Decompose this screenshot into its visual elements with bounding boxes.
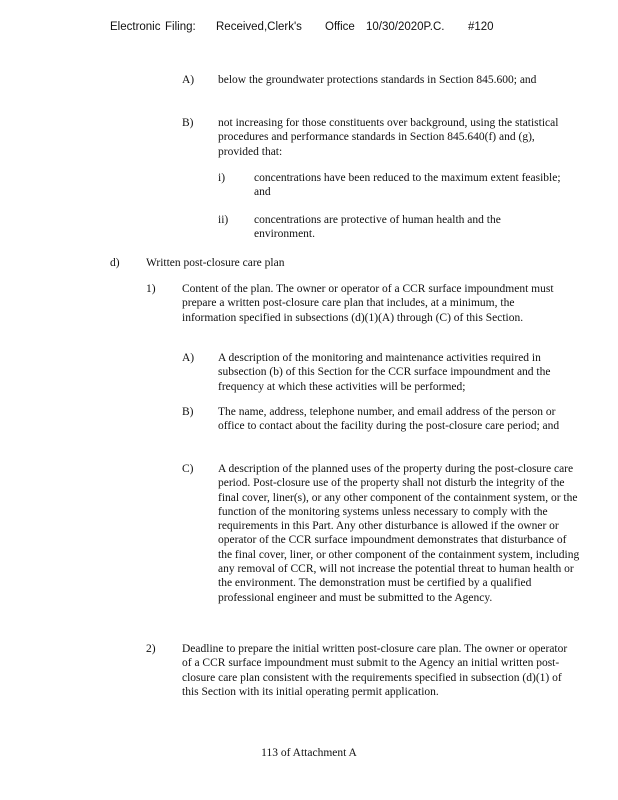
page-footer: 113 of Attachment A	[261, 747, 357, 759]
item-text: Content of the plan. The owner or operator of a CCR surface impoundment must prepare a written post-closure care plan that includes, at a minimum, the information specified in subsections (d)(1)(A) through (C) of this Section.	[182, 283, 554, 324]
item-label: A)	[182, 74, 195, 86]
item-text: concentrations are protective of human health and the environment.	[254, 214, 501, 241]
header-received: Received,Clerk's	[216, 21, 302, 33]
item-label: B)	[182, 117, 194, 129]
item-label: 2)	[146, 643, 156, 655]
item-label: 1)	[146, 283, 156, 295]
item-label: d)	[110, 257, 120, 269]
item-text: The name, address, telephone number, and email address of the person or office to contact about the facility during the post-closure care period; and	[218, 406, 560, 433]
item-label: A)	[182, 352, 195, 364]
item-text: concentrations have been reduced to the maximum extent feasible; and	[254, 172, 561, 199]
header-office: Office	[325, 21, 355, 33]
item-text: Deadline to prepare the initial written post-closure care plan. The owner or operator of a CCR surface impoundment must submit to the Agency an initial written post-closure care plan consistent with the requirements specified in subsection (d)(1) of this Section with its initial operating permit application.	[182, 643, 568, 698]
item-text: A description of the planned uses of the property during the post-closure care period. Post-closure use of the property shall not disturb the integrity of the final cover, liner(s), or any other component of the containment system, or the function of the monitoring systems unless necessary to comply with the requirements in this Part. Any other disturbance is allowed if the owner or operator of the CCR surface impoundment demonstrates that disturbance of the final cover, liner, or other component of the containment system, including any removal of CCR, will not increase the potential threat to human health or the environment. The demonstration must be certified by a qualified professional engineer and must be submitted to the Agency.	[218, 463, 580, 604]
item-label: i)	[218, 172, 226, 184]
item-label: B)	[182, 406, 194, 418]
item-text: not increasing for those constituents over background, using the statistical procedures and performance standards in Section 845.640(f) and (g), provided that:	[218, 117, 559, 158]
section-heading: Written post-closure care plan	[146, 257, 285, 269]
item-text: A description of the monitoring and maintenance activities required in subsection (b) of this Section for the CCR surface impoundment and the frequency at which these activities will be performed;	[218, 352, 551, 393]
item-label: ii)	[218, 214, 229, 226]
item-label: C)	[182, 463, 194, 475]
header-filing: Filing:	[165, 21, 196, 33]
header-date: 10/30/2020P.C.	[366, 21, 445, 33]
header-electronic: Electronic	[110, 21, 161, 33]
item-text: below the groundwater protections standards in Section 845.600; and	[218, 74, 537, 86]
header-number: #120	[468, 21, 494, 33]
